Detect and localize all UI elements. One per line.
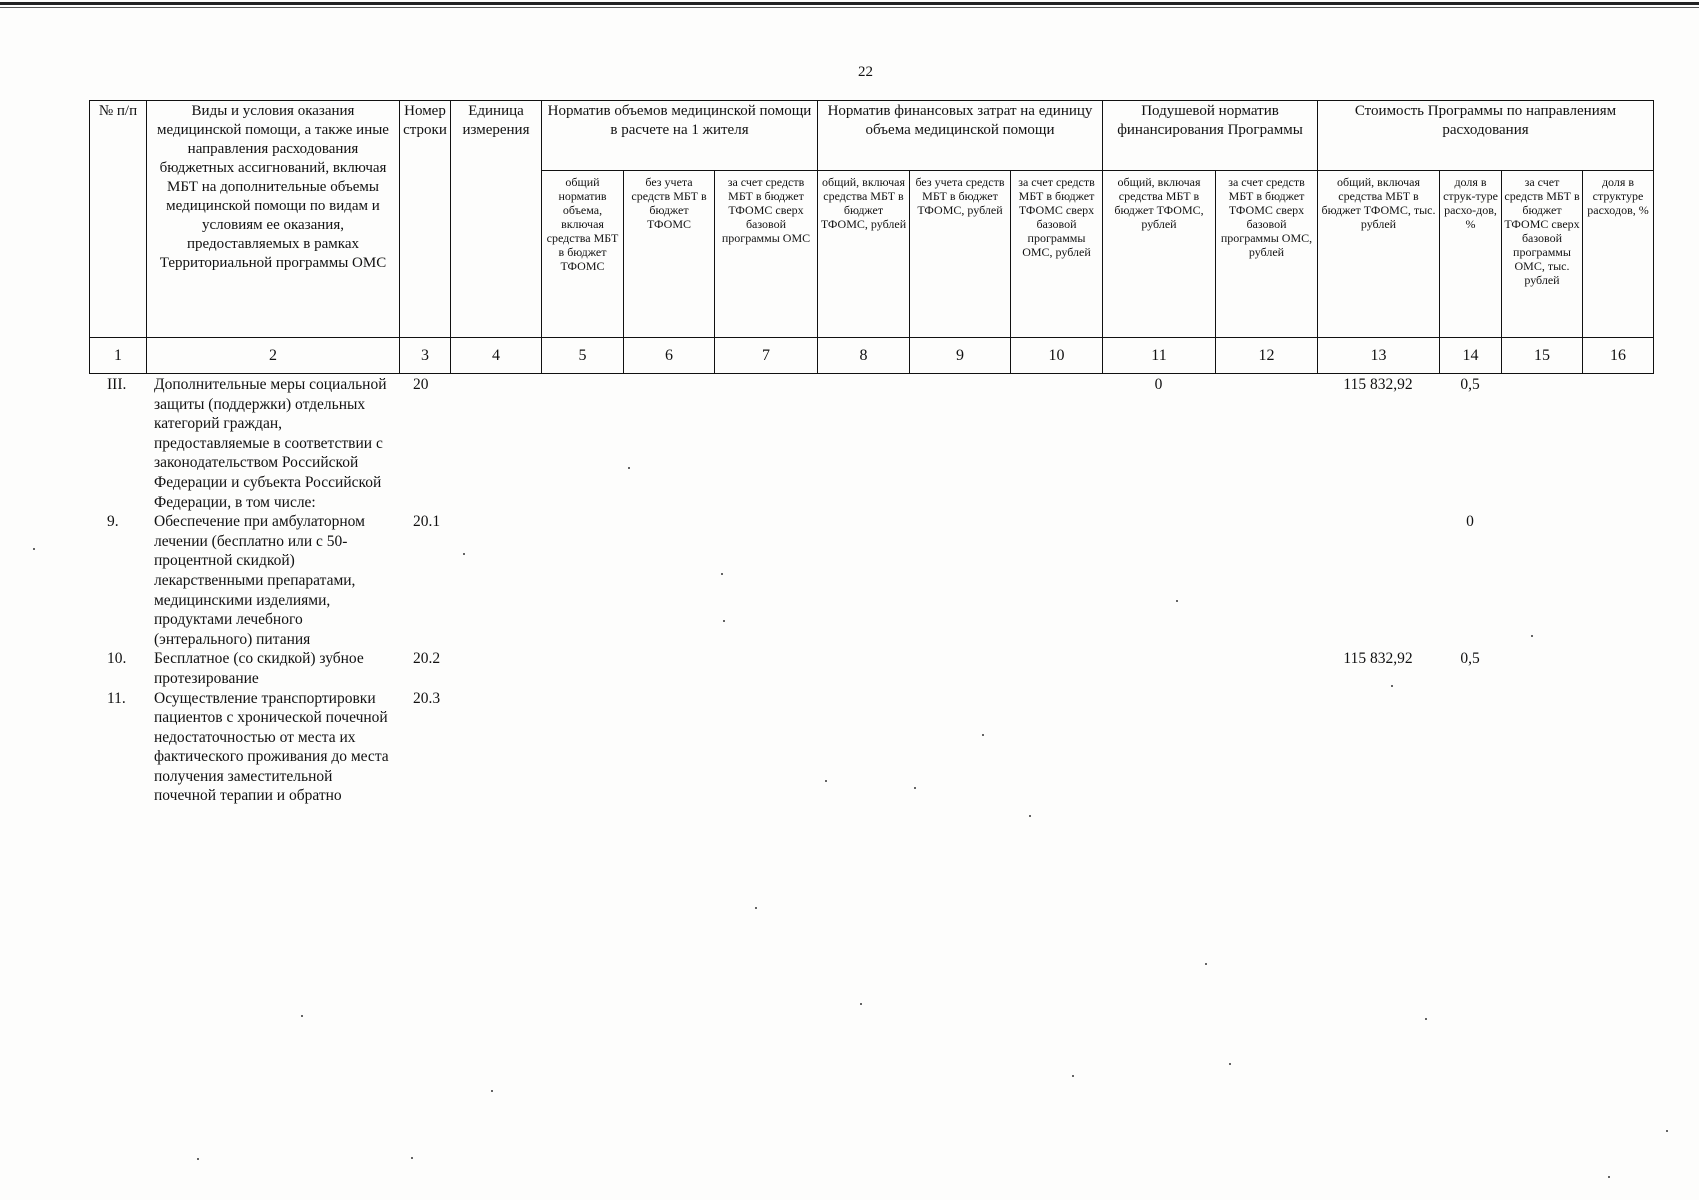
row-number: III. — [107, 376, 127, 393]
scan-speck — [982, 734, 984, 736]
row-c14 — [1439, 689, 1501, 807]
scan-speck — [914, 787, 916, 789]
table-row — [89, 649, 1653, 688]
col-number: 8 — [818, 338, 910, 374]
scan-speck — [860, 1003, 862, 1005]
header-c14: доля в струк-туре расхо-дов, % — [1440, 171, 1502, 338]
table-body — [89, 375, 1653, 806]
col-number: 15 — [1502, 338, 1583, 374]
header-c7: за счет средств МБТ в бюджет ТФОМС сверх базовой программы ОМС — [715, 171, 818, 338]
col-number: 2 — [147, 338, 400, 374]
header-c11: общий, включая средства МБТ в бюджет ТФОМС, рублей — [1103, 171, 1216, 338]
row-c13 — [1317, 512, 1439, 649]
row-line: 20.1 — [413, 513, 441, 531]
header-program-cost: Стоимость Программы по направлениям расходования — [1318, 101, 1654, 171]
col-number: 6 — [624, 338, 715, 374]
scan-speck — [1176, 600, 1178, 602]
header-c16: доля в структуре расходов, % — [1583, 171, 1654, 338]
col-number: 13 — [1318, 338, 1440, 374]
header-c15: за счет средств МБТ в бюджет ТФОМС сверх базовой программы ОМС, тыс. рублей — [1502, 171, 1583, 338]
col-number: 10 — [1011, 338, 1103, 374]
row-c13: 115 832,92 — [1343, 376, 1413, 393]
header-line-number: Номер строки — [400, 101, 451, 338]
row-name: Обеспечение при амбулаторном лечении (бесплатно или с 50-процентной скидкой) лекарственными препаратами, медицинскими изделиями, продуктами лечебного (энтерального) питания — [154, 513, 365, 648]
col-number: 3 — [400, 338, 451, 374]
row-line: 20.2 — [413, 650, 441, 668]
scan-speck — [1425, 1018, 1427, 1020]
scan-speck — [411, 1157, 413, 1159]
header-per-capita: Подушевой норматив финансирования Программы — [1103, 101, 1318, 171]
header-c5: общий норматив объема, включая средства МБТ в бюджет ТФОМС — [542, 171, 624, 338]
row-name: Осуществление транспортировки пациентов с хронической почечной недостаточностью от места их фактического проживания до места получения заместительной почечной терапии и обратно — [154, 689, 389, 805]
row-c14: 0 — [1466, 513, 1474, 531]
row-c11 — [1102, 649, 1215, 688]
col-number: 7 — [715, 338, 818, 374]
scan-speck — [301, 1015, 303, 1017]
row-c13: 115 832,92 — [1343, 650, 1413, 668]
scan-speck — [723, 620, 725, 622]
col-number: 5 — [542, 338, 624, 374]
scan-speck — [721, 573, 723, 575]
header-c9: без учета средств МБТ в бюджет ТФОМС, рублей — [910, 171, 1011, 338]
scan-speck — [1029, 815, 1031, 817]
header-unit: Единица измерения — [451, 101, 542, 338]
row-c11 — [1102, 689, 1215, 807]
scan-speck — [825, 780, 827, 782]
row-line: 20 — [413, 376, 429, 393]
row-line: 20.3 — [413, 689, 441, 707]
row-c14: 0,5 — [1460, 650, 1480, 668]
page-number: 22 — [858, 64, 873, 80]
row-c11 — [1102, 512, 1215, 649]
scan-speck — [33, 548, 35, 550]
scan-speck — [1229, 1063, 1231, 1065]
scan-speck — [1205, 963, 1207, 965]
scan-speck — [197, 1158, 199, 1160]
scan-speck — [1666, 1130, 1668, 1132]
scan-speck — [755, 907, 757, 909]
header-c8: общий, включая средства МБТ в бюджет ТФОМС, рублей — [818, 171, 910, 338]
scan-speck — [1608, 1176, 1610, 1178]
scan-speck — [463, 553, 465, 555]
scan-border-top — [0, 2, 1699, 5]
table-row — [89, 375, 1653, 512]
row-c13 — [1317, 689, 1439, 807]
header-c12: за счет средств МБТ в бюджет ТФОМС сверх базовой программы ОМС, рублей — [1216, 171, 1318, 338]
row-number: 10. — [107, 650, 127, 668]
row-c14: 0,5 — [1460, 376, 1480, 393]
scan-border-top-thin — [0, 7, 1699, 8]
col-number: 12 — [1216, 338, 1318, 374]
scan-speck — [1531, 635, 1533, 637]
row-name: Бесплатное (со скидкой) зубное протезирование — [154, 650, 364, 687]
scan-speck — [1391, 685, 1393, 687]
col-number: 14 — [1440, 338, 1502, 374]
col-number: 9 — [910, 338, 1011, 374]
header-volume-norm: Норматив объемов медицинской помощи в расчете на 1 жителя — [542, 101, 818, 171]
table-row — [89, 689, 1653, 807]
col-number: 16 — [1583, 338, 1654, 374]
header-cost-norm: Норматив финансовых затрат на единицу объема медицинской помощи — [818, 101, 1103, 171]
table-row — [89, 512, 1653, 649]
header-c10: за счет средств МБТ в бюджет ТФОМС сверх базовой программы ОМС, рублей — [1011, 171, 1103, 338]
col-number: 4 — [451, 338, 542, 374]
header-c13: общий, включая средства МБТ в бюджет ТФОМС, тыс. рублей — [1318, 171, 1440, 338]
row-number: 9. — [107, 513, 119, 531]
scan-speck — [1072, 1075, 1074, 1077]
scan-speck — [628, 467, 630, 469]
col-number: 1 — [90, 338, 147, 374]
row-number: 11. — [107, 689, 126, 707]
table-header — [89, 100, 1654, 374]
row-c11: 0 — [1154, 376, 1163, 393]
col-number: 11 — [1103, 338, 1216, 374]
header-c6: без учета средств МБТ в бюджет ТФОМС — [624, 171, 715, 338]
header-kinds: Виды и условия оказания медицинской помощи, а также иные направления расходования бюджетных ассигнований, включая МБТ на дополнительные объемы медицинской помощи по видам и условиям ее оказания, предоставляемых в рамках Территориальной программы ОМС — [147, 101, 400, 338]
scan-speck — [491, 1090, 493, 1092]
header-num: № п/п — [90, 101, 147, 338]
row-name: Дополнительные меры социальной защиты (поддержки) отдельных категорий граждан, предоставляемые в соответствии с законодательством Российской Федерации и субъекта Российской Федерации, в том числе: — [154, 376, 387, 511]
